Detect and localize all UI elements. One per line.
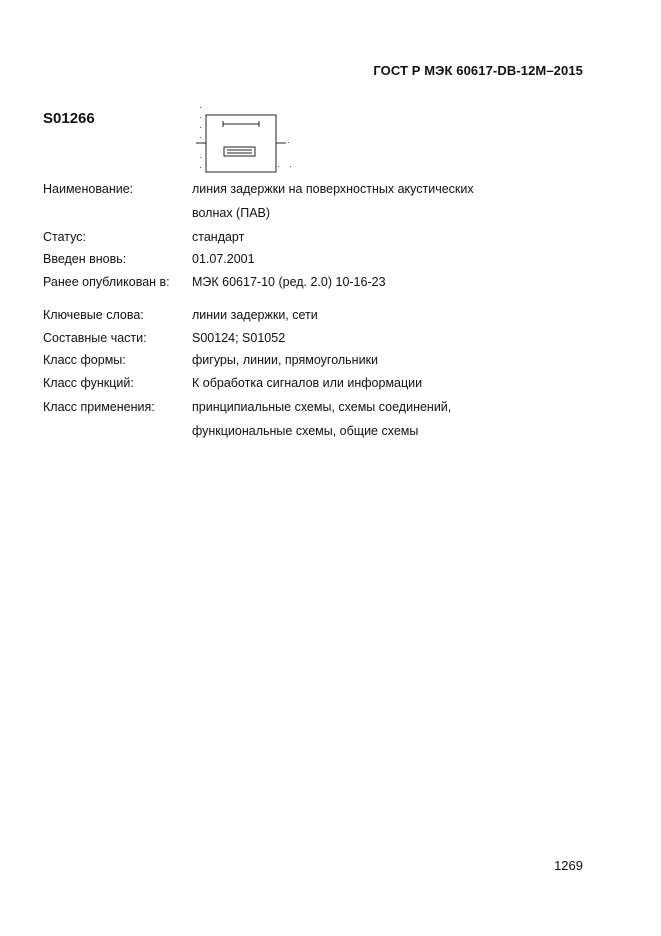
field-value: 01.07.2001 — [192, 252, 255, 266]
page-number: 1269 — [554, 858, 583, 873]
field-value: волнах (ПАВ) — [192, 206, 271, 220]
field-label: Наименование: — [43, 182, 134, 196]
field-value: принципиальные схемы, схемы соединений, — [192, 400, 452, 414]
field-label: Статус: — [43, 230, 86, 244]
field-label: Класс формы: — [43, 353, 126, 367]
field-label: Составные части: — [43, 331, 147, 345]
field-value: стандарт — [192, 230, 245, 244]
field-value: МЭК 60617-10 (ред. 2.0) 10-16-23 — [192, 275, 386, 289]
field-value: линия задержки на поверхностных акустических — [192, 182, 474, 196]
saw-delay-line-symbol — [196, 104, 296, 176]
field-value: линии задержки, сети — [192, 308, 318, 322]
field-value: функциональные схемы, общие схемы — [192, 424, 419, 438]
field-label: Введен вновь: — [43, 252, 127, 266]
symbol-code: S01266 — [43, 110, 95, 127]
field-label: Класс применения: — [43, 400, 155, 414]
field-label: Ключевые слова: — [43, 308, 144, 322]
field-label: Класс функций: — [43, 376, 134, 390]
field-label: Ранее опубликован в: — [43, 275, 170, 289]
field-value: К обработка сигналов или информации — [192, 376, 423, 390]
document-header: ГОСТ Р МЭК 60617-DB-12M–2015 — [373, 63, 583, 78]
field-value: фигуры, линии, прямоугольники — [192, 353, 379, 367]
field-value: S00124; S01052 — [192, 331, 286, 345]
